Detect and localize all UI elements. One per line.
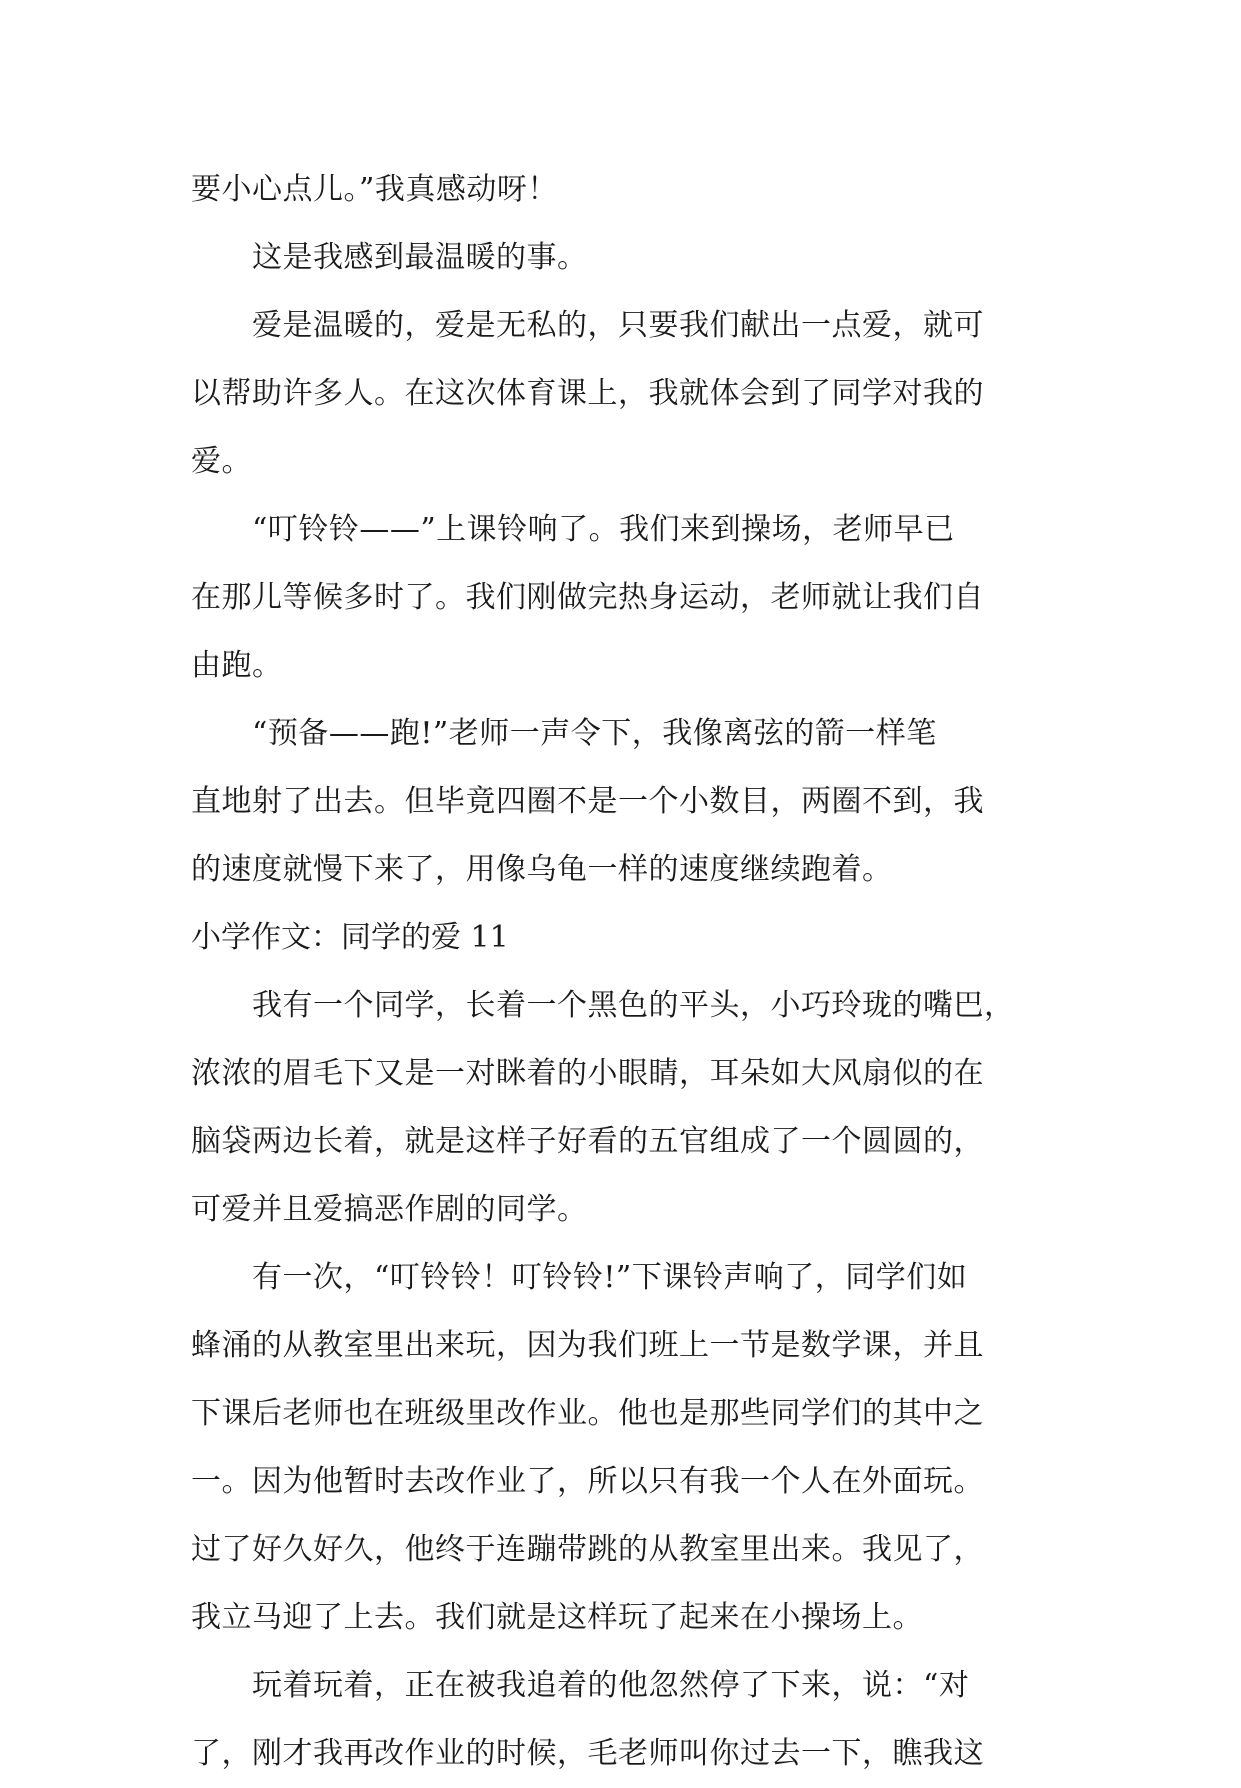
text-line: 浓浓的眉毛下又是一对眯着的小眼睛，耳朵如大风扇似的在 — [191, 1056, 984, 1091]
text-line: 可爱并且爱搞恶作剧的同学。 — [191, 1192, 588, 1227]
text-line: 以帮助许多人。在这次体育课上，我就体会到了同学对我的 — [191, 376, 984, 411]
text-line: 了，刚才我再改作业的时候，毛老师叫你过去一下，瞧我这 — [191, 1736, 984, 1771]
text-line: 玩着玩着，正在被我追着的他忽然停了下来，说：“对 — [191, 1668, 970, 1703]
text-line: 脑袋两边长着，就是这样子好看的五官组成了一个圆圆的， — [191, 1124, 984, 1159]
text-line: 由跑。 — [191, 648, 283, 683]
text-line: 直地射了出去。但毕竟四圈不是一个小数目，两圈不到，我 — [191, 784, 984, 819]
text-line: 在那儿等候多时了。我们刚做完热身运动，老师就让我们自 — [191, 580, 984, 615]
document-body — [191, 156, 1051, 1788]
section-title: 小学作文：同学的爱 11 — [191, 920, 509, 955]
text-line: “预备——跑!”老师一声令下，我像离弦的箭一样笔 — [191, 716, 937, 751]
text-line: “叮铃铃——”上课铃响了。我们来到操场，老师早已 — [191, 512, 955, 547]
text-line: 有一次，“叮铃铃！叮铃铃!”下课铃声响了，同学们如 — [191, 1260, 968, 1295]
text-line: 这是我感到最温暖的事。 — [191, 240, 588, 275]
text-line: 我有一个同学，长着一个黑色的平头，小巧玲珑的嘴巴， — [191, 988, 1015, 1023]
text-line: 爱。 — [191, 444, 252, 479]
text-line: 要小心点儿。”我真感动呀！ — [191, 172, 558, 207]
text-line: 我立马迎了上去。我们就是这样玩了起来在小操场上。 — [191, 1600, 923, 1635]
text-line: 爱是温暖的，爱是无私的，只要我们献出一点爱，就可 — [191, 308, 984, 343]
text-line: 下课后老师也在班级里改作业。他也是那些同学们的其中之 — [191, 1396, 984, 1431]
text-line: 过了好久好久，他终于连蹦带跳的从教室里出来。我见了， — [191, 1532, 984, 1567]
text-line: 的速度就慢下来了，用像乌龟一样的速度继续跑着。 — [191, 852, 893, 887]
text-line: 一。因为他暂时去改作业了，所以只有我一个人在外面玩。 — [191, 1464, 984, 1499]
text-line: 蜂涌的从教室里出来玩，因为我们班上一节是数学课，并且 — [191, 1328, 984, 1363]
